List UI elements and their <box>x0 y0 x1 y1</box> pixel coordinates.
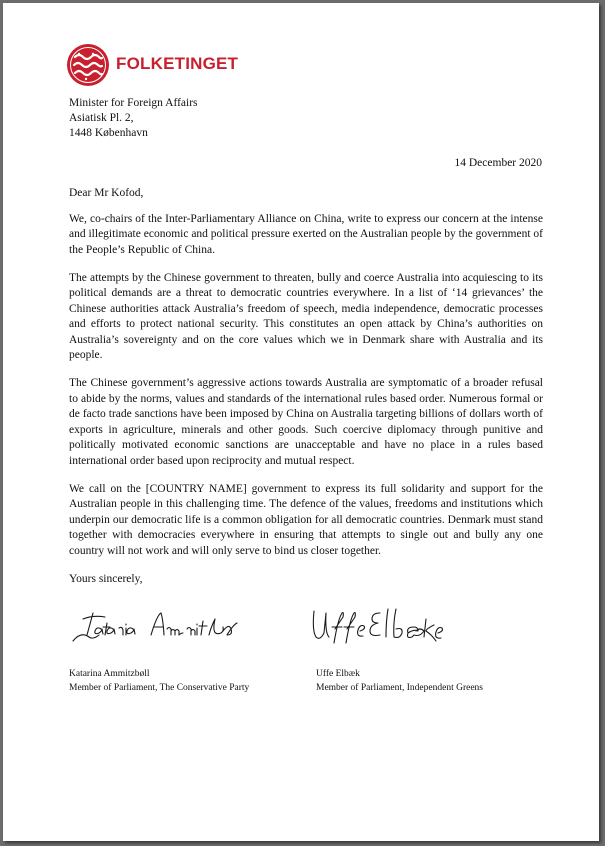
signer-block <box>69 667 249 695</box>
recipient-address <box>69 96 198 141</box>
body-paragraph: The attempts by the Chinese government to threaten, bully and coerce Australia into acquiescing to its political demands are a threat to democratic countries everywhere. In a list of ‘14 grievances’ the Chinese authorities attack Australia’s freedom of speech, media independence, democratic processes and efforts to protect national security. This constitutes an open attack by China’s authorities on Australia’s sovereignty and on the core values which we in Denmark share with Australia and its people. <box>69 271 543 361</box>
letter-date: 14 December 2020 <box>454 157 542 169</box>
signature-uffe-elbaek <box>308 603 458 648</box>
signer-name: Uffe Elbæk <box>316 669 360 679</box>
body-paragraph: We call on the [COUNTRY NAME] government to express its full solidarity and support for the Australian people in this challenging time. The defence of the values, freedoms and institutions which underpin our democratic life is a common obligation for all democratic countries. Denmark must stand together with democracies everywhere in ensuring that attempts to single out and bully any one country will not work and will only serve to bind us closer together. <box>69 482 543 557</box>
recipient-line: Minister for Foreign Affairs <box>69 97 198 109</box>
letter-body <box>69 186 543 587</box>
body-paragraph: The Chinese government’s aggressive actions towards Australia are symptomatic of a broader refusal to abide by the norms, values and standards of the international rules based order. Numerous formal or de facto trade sanctions have been imposed by China on Australia targeting billions of dollars worth of exports in agriculture, minerals and other goods. Such coercive diplomacy through punitive and politically motivated economic sanctions are unacceptable and have no place in a rules based international order based upon reciprocity and mutual respect. <box>69 377 543 467</box>
letter-page <box>3 3 599 841</box>
logo-wordmark: FOLKETINGET <box>116 54 239 73</box>
folketinget-logo <box>66 43 256 87</box>
signature-katarina-ammitzboll <box>63 601 253 651</box>
recipient-line: Asiatisk Pl. 2, <box>69 112 134 124</box>
parliament-seal-icon <box>66 43 110 87</box>
signer-role: Member of Parliament, The Conservative Party <box>69 683 250 693</box>
signer-role: Member of Parliament, Independent Greens <box>316 683 483 693</box>
signer-name: Katarina Ammitzbøll <box>69 669 150 679</box>
salutation: Dear Mr Kofod, <box>69 187 144 199</box>
signer-block <box>316 667 483 695</box>
recipient-line: 1448 København <box>69 127 148 139</box>
body-paragraph: We, co-chairs of the Inter-Parliamentary Alliance on China, write to express our concern at the intense and illegitimate economic and political pressure exerted on the Australian people by the government of the People’s Republic of China. <box>69 212 543 256</box>
closing: Yours sincerely, <box>69 572 143 585</box>
